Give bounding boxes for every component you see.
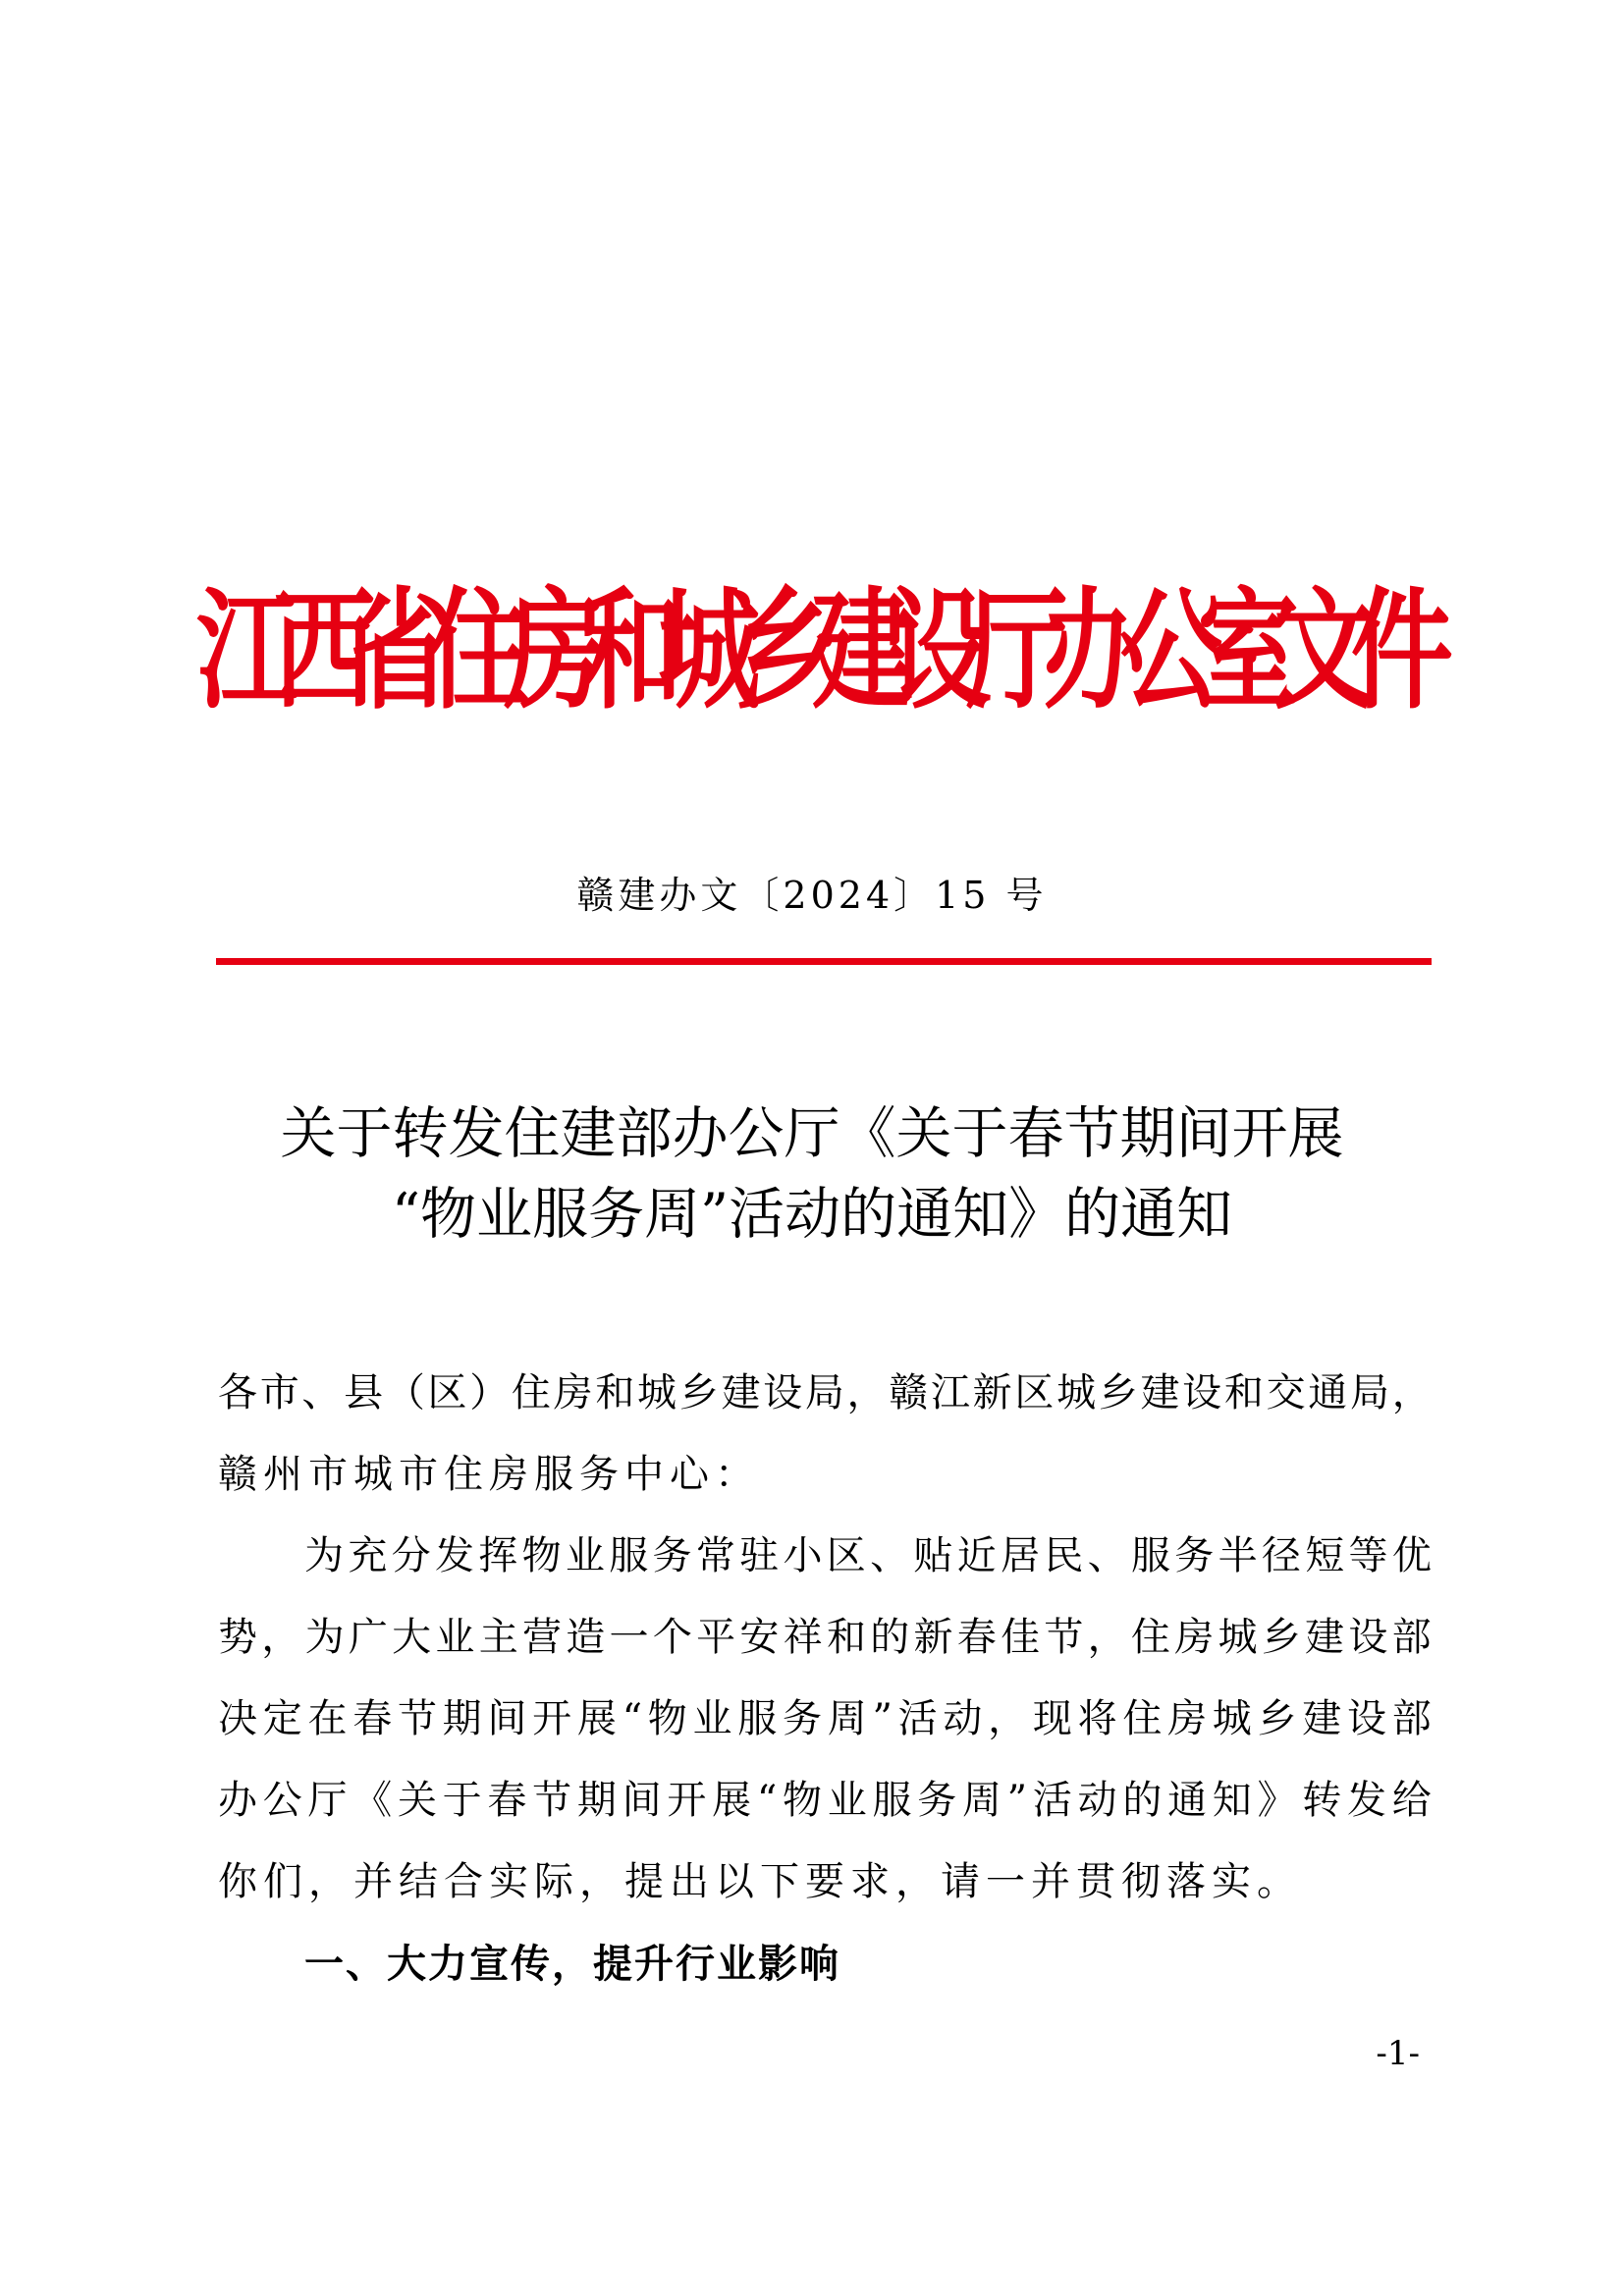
body-char: 春 xyxy=(352,1696,393,1741)
body-char: 城 xyxy=(1218,1615,1258,1660)
masthead-char: 和 xyxy=(580,573,683,728)
body-char: ” xyxy=(1006,1778,1028,1823)
body-char: 给 xyxy=(1391,1778,1432,1823)
body-char: 交 xyxy=(1266,1370,1306,1415)
body-char: 小 xyxy=(783,1533,823,1578)
body-char: 和 xyxy=(595,1370,635,1415)
body-char: 乡 xyxy=(1098,1370,1138,1415)
body-char: 开 xyxy=(667,1778,707,1823)
paragraph-line-3 xyxy=(218,1679,1432,1760)
masthead-char: 件 xyxy=(1350,573,1453,728)
body-char: 赣 xyxy=(889,1370,929,1415)
masthead-char: 省 xyxy=(350,573,453,728)
body-char: 服 xyxy=(737,1696,778,1741)
body-char: 房 xyxy=(553,1370,593,1415)
masthead-char: 室 xyxy=(1197,573,1300,728)
masthead-title xyxy=(196,544,1453,758)
body-char: 和 xyxy=(826,1615,866,1660)
page-number: -1- xyxy=(1376,2034,1420,2073)
body-char: 周 xyxy=(827,1696,867,1741)
body-char: 通 xyxy=(1167,1778,1208,1823)
body-char: ， xyxy=(261,1615,301,1660)
document-body xyxy=(218,1353,1432,1923)
body-char: 节 xyxy=(1044,1615,1084,1660)
body-char: 务 xyxy=(652,1533,692,1578)
body-char: 城 xyxy=(1212,1696,1252,1741)
body-char: 挥 xyxy=(478,1533,518,1578)
body-char: 周 xyxy=(961,1778,1001,1823)
body-char: 、 xyxy=(1087,1533,1127,1578)
body-char: 城 xyxy=(637,1370,677,1415)
body-char: 春 xyxy=(487,1778,527,1823)
body-char: 、 xyxy=(301,1370,342,1415)
body-char: ， xyxy=(1087,1615,1127,1660)
body-char: 部 xyxy=(1391,1615,1432,1660)
body-char: ” xyxy=(872,1696,893,1741)
body-char: 主 xyxy=(478,1615,518,1660)
body-char: 为 xyxy=(304,1615,345,1660)
body-char: 动 xyxy=(1077,1778,1117,1823)
body-char: 服 xyxy=(609,1533,649,1578)
body-char: 设 xyxy=(763,1370,803,1415)
body-char: 设 xyxy=(1347,1696,1386,1741)
body-char: 住 xyxy=(1130,1615,1170,1660)
body-char: 个 xyxy=(652,1615,692,1660)
body-char: 物 xyxy=(521,1533,562,1578)
body-char: ， xyxy=(988,1696,1028,1741)
body-char: 知 xyxy=(1212,1778,1252,1823)
body-char: 城 xyxy=(1056,1370,1097,1415)
body-char: 民 xyxy=(1044,1533,1084,1578)
body-char: 间 xyxy=(622,1778,662,1823)
body-char: 物 xyxy=(783,1778,822,1823)
body-char: 、 xyxy=(870,1533,910,1578)
body-char: 服 xyxy=(1130,1533,1170,1578)
body-char: 建 xyxy=(1305,1615,1345,1660)
body-char: 通 xyxy=(1308,1370,1348,1415)
body-char: 公 xyxy=(262,1778,302,1823)
title-line-1: 关于转发住建部办公厅《关于春节期间开展 xyxy=(280,1101,1344,1166)
paragraph-line-1 xyxy=(218,1516,1432,1597)
body-char: 区 xyxy=(826,1533,866,1578)
body-char: 间 xyxy=(487,1696,527,1741)
section-heading: 一、大力宣传，提升行业影响 xyxy=(304,1942,840,1987)
body-char: 转 xyxy=(1302,1778,1342,1823)
body-char: 建 xyxy=(1302,1696,1342,1741)
body-char: 设 xyxy=(1348,1615,1388,1660)
body-char: 住 xyxy=(1122,1696,1163,1741)
body-char: 发 xyxy=(434,1533,474,1578)
body-char: 居 xyxy=(1001,1533,1040,1578)
body-char: 动 xyxy=(943,1696,983,1741)
body-char: 房 xyxy=(1174,1615,1215,1660)
body-char: 设 xyxy=(1182,1370,1222,1415)
body-char: 展 xyxy=(576,1696,617,1741)
body-char: 局 xyxy=(804,1370,844,1415)
masthead-char: 住 xyxy=(427,573,530,728)
body-char: 局 xyxy=(1349,1370,1389,1415)
body-char: 》 xyxy=(1257,1778,1297,1823)
body-char: 一 xyxy=(609,1615,649,1660)
body-char: 现 xyxy=(1032,1696,1072,1741)
body-char: “ xyxy=(756,1778,778,1823)
body-char: ， xyxy=(1391,1370,1432,1415)
body-char: 务 xyxy=(1174,1533,1215,1578)
body-char: 短 xyxy=(1305,1533,1345,1578)
body-char: 业 xyxy=(827,1778,867,1823)
body-char: 乡 xyxy=(1261,1615,1301,1660)
body-char: 服 xyxy=(872,1778,912,1823)
body-char: 厅 xyxy=(307,1778,348,1823)
body-char: 办 xyxy=(218,1778,257,1823)
body-char: 于 xyxy=(442,1778,482,1823)
body-char: 务 xyxy=(783,1696,822,1741)
body-char: 贴 xyxy=(913,1533,953,1578)
body-char: ， xyxy=(846,1370,887,1415)
body-char: 等 xyxy=(1348,1533,1388,1578)
body-char: 物 xyxy=(647,1696,687,1741)
masthead-char: 乡 xyxy=(734,573,838,728)
body-char: 住 xyxy=(511,1370,551,1415)
body-char: 建 xyxy=(721,1370,761,1415)
body-char: 平 xyxy=(696,1615,736,1660)
body-char: 充 xyxy=(348,1533,388,1578)
body-char: 乡 xyxy=(1257,1696,1297,1741)
body-char: 《 xyxy=(352,1778,393,1823)
body-char: 春 xyxy=(956,1615,997,1660)
body-char: 佳 xyxy=(1001,1615,1041,1660)
title-line-2: “物业服务周”活动的通知》的通知 xyxy=(391,1182,1233,1247)
paragraph-line-4 xyxy=(218,1760,1432,1842)
body-char: 大 xyxy=(392,1615,432,1660)
body-char: 业 xyxy=(692,1696,732,1741)
body-char: ） xyxy=(469,1370,510,1415)
body-char: 在 xyxy=(307,1696,348,1741)
masthead-char: 建 xyxy=(812,573,915,728)
body-char: 部 xyxy=(1391,1696,1432,1741)
masthead-char: 房 xyxy=(504,573,607,728)
body-char: 展 xyxy=(712,1778,752,1823)
body-char: 开 xyxy=(532,1696,572,1741)
body-char: 驻 xyxy=(739,1533,780,1578)
body-char: 建 xyxy=(1140,1370,1180,1415)
body-char: 新 xyxy=(972,1370,1012,1415)
body-char: 发 xyxy=(1347,1778,1386,1823)
body-char: 区 xyxy=(427,1370,467,1415)
body-char: 造 xyxy=(566,1615,606,1660)
body-char: 务 xyxy=(917,1778,957,1823)
body-char: 活 xyxy=(897,1696,938,1741)
masthead-char: 西 xyxy=(273,573,376,728)
body-char: 区 xyxy=(1014,1370,1055,1415)
body-char: 常 xyxy=(695,1533,735,1578)
body-char: 市 xyxy=(259,1370,299,1415)
body-char: 节 xyxy=(397,1696,437,1741)
body-char: 的 xyxy=(870,1615,910,1660)
body-char: 营 xyxy=(521,1615,562,1660)
body-char: 江 xyxy=(930,1370,970,1415)
masthead-char: 公 xyxy=(1119,573,1222,728)
paragraph-line-5: 你们，并结合实际，提出以下要求，请一并贯彻落实。 xyxy=(218,1859,1302,1904)
masthead-char: 办 xyxy=(1043,573,1146,728)
body-char: 近 xyxy=(956,1533,997,1578)
body-char: 期 xyxy=(576,1778,617,1823)
paragraph-line-2 xyxy=(218,1597,1432,1679)
body-char: 半 xyxy=(1218,1533,1258,1578)
masthead-char: 设 xyxy=(889,573,992,728)
body-char: 业 xyxy=(565,1533,605,1578)
red-divider-line xyxy=(216,958,1432,965)
body-char: 新 xyxy=(913,1615,953,1660)
masthead-char: 文 xyxy=(1273,573,1377,728)
body-char: 决 xyxy=(218,1696,257,1741)
body-char: 和 xyxy=(1223,1370,1264,1415)
body-char: 祥 xyxy=(783,1615,823,1660)
body-char: 活 xyxy=(1032,1778,1072,1823)
body-char: 为 xyxy=(304,1533,344,1578)
body-char: 期 xyxy=(442,1696,482,1741)
body-char: 关 xyxy=(397,1778,437,1823)
body-char: 将 xyxy=(1077,1696,1117,1741)
masthead-char: 厅 xyxy=(965,573,1068,728)
body-char: 安 xyxy=(739,1615,780,1660)
body-char: 乡 xyxy=(678,1370,719,1415)
body-char: 的 xyxy=(1122,1778,1163,1823)
body-char: 优 xyxy=(1391,1533,1432,1578)
body-char: 分 xyxy=(391,1533,431,1578)
body-char: 业 xyxy=(435,1615,475,1660)
body-char: 广 xyxy=(348,1615,388,1660)
body-char: 县 xyxy=(344,1370,384,1415)
body-char: 径 xyxy=(1261,1533,1301,1578)
masthead-char: 城 xyxy=(658,573,761,728)
addressee-line-2: 赣州市城市住房服务中心： xyxy=(218,1452,760,1497)
body-char: 房 xyxy=(1167,1696,1208,1741)
body-char: 节 xyxy=(532,1778,572,1823)
masthead-char: 江 xyxy=(196,573,299,728)
document-number: 赣建办文〔2024〕15 号 xyxy=(576,874,1048,917)
body-char: 定 xyxy=(262,1696,302,1741)
body-char: 势 xyxy=(218,1615,257,1660)
body-char: 各 xyxy=(218,1370,257,1415)
body-char: “ xyxy=(622,1696,643,1741)
addressee-line-1 xyxy=(218,1353,1432,1434)
body-char: （ xyxy=(385,1370,425,1415)
document-title xyxy=(0,1094,1624,1255)
